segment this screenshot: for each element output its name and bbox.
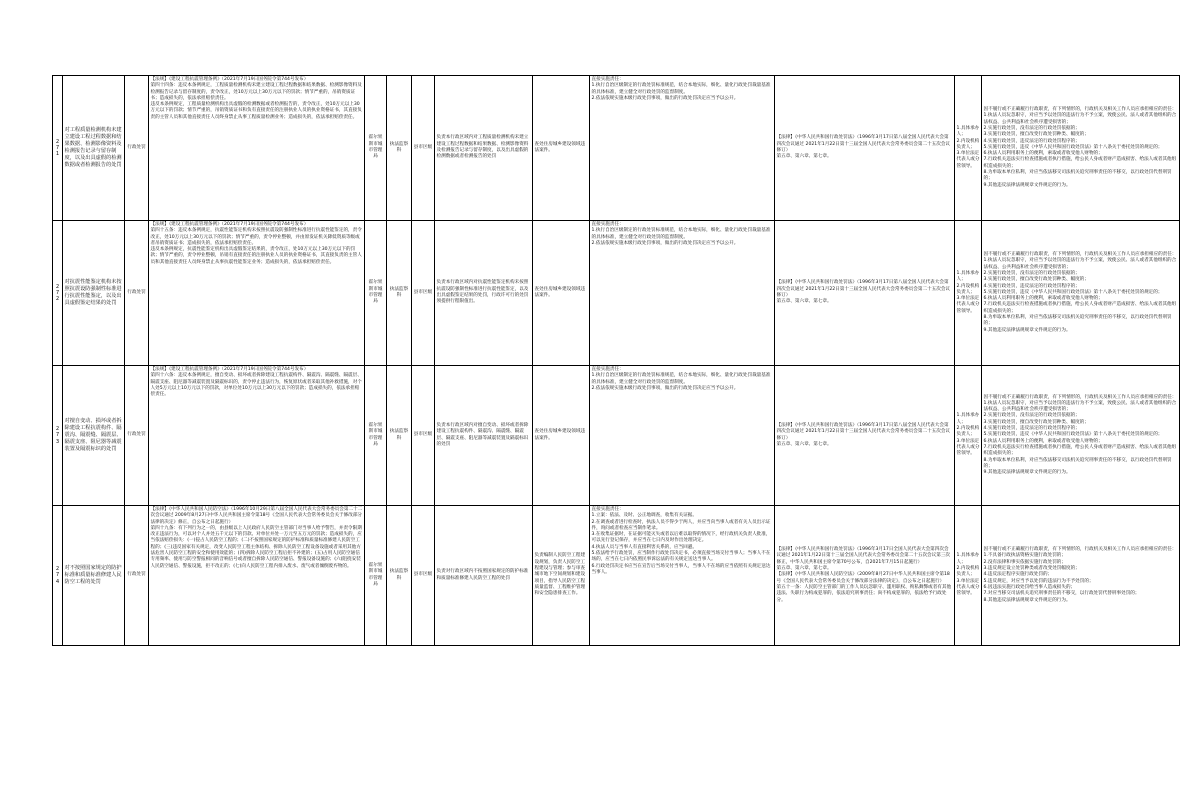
responsible-subject: 负责编制人民防空工程建设规划，负责人民防空工程建设与管理；参与审查城市地下空间规划和建设项目，指导人民防空工程质量监督、工程维护管理和安全隐患排查工作。	[533, 506, 590, 646]
item-type: 行政处罚	[125, 76, 149, 221]
item-name: 对擅自变动、损坏或者拆除建设工程抗震构件、隔震沟、隔震缝、隔震层、隔震支座、阻尼器等减震装置及隔震标识的处罚	[63, 366, 125, 506]
item-type: 行政处罚	[125, 366, 149, 506]
responsibility-table	[52, 75, 1180, 646]
accountability-basis: 【法律】《中华人民共和国行政处罚法》（1996年3月17日第八届全国人民代表大会第四次会议通过 2021年1月22日第十三届全国人民代表大会常务委员会第二十五次会议修订） 第五章、第六章、第七章。	[775, 76, 955, 221]
administrative-level: 县市区级	[412, 76, 435, 221]
item-type: 行政处罚	[125, 506, 149, 646]
responsible-persons: 1.具体承办人； 2.内设机构负责人； 3.单位法定代表人或分管领导。	[955, 366, 982, 506]
responsible-subject: 查处住房城乡建设领域违法案件。	[533, 366, 590, 506]
table-row	[53, 506, 1180, 646]
row-number: 272	[53, 221, 63, 366]
duty-content: 直接实施责任： 1.执行自治区级制定的行政处罚标准规范，结合本地实际，细化、量化行政处罚裁量基准的具体标准，建立健全对行政处罚的监督制度。 2.依法依规实施本级行政处罚事项，做出的行政处罚决定应当予以公开。	[590, 366, 775, 506]
accountability-basis: 【法律】《中华人民共和国行政处罚法》（1996年3月17日全国人民代表大会第四次会议通过 2021年1月22日第十三届全国人民代表大会常务委员会第二十五次会议第三次修正，中华人民共和国主席令第70号公布，自2021年7月15日起施行） 第五章、第六章、第七章。 【法律】《中华人民共和国人民防空法》（2009年8月27日中华人民共和国主席令第18号《全国人民代表大会常务委员会关于修改部分法律的决定》，自公布之日起施行） 第五十一条：人民防空主管部门的工作人员玩忽职守、滥用职权、徇私舞弊或者有其他违法、失职行为构成犯罪的，依法追究刑事责任；尚不构成犯罪的，依法给予行政处分。	[775, 506, 955, 646]
liability-situations: 因不履行或不正确履行行政职责，有下列情形的，行政机关及相关工作人员应承担相应的责任： 1.执法人员玩忽职守，对应当予以处罚的违法行为不予立案，致使公民、法人或者其他组织的合法权益、公共利益和社会秩序遭受损害的； 2.实施行政处罚，没有法定的行政处罚依据的； 3.实施行政处罚，擅自改变行政处罚种类、幅度的； 4.实施行政处罚，违反法定的行政处罚程序的； 5.实施行政处罚，违反《中华人民共和国行政处罚法》第十八条关于委托处罚的规定的； 6.执法人员利用职务上的便利，索取或者收受他人财物的； 7.行政机关违法实行检查措施或者执行措施，给公民人身或者财产造成损害、给法人或者其他组织造成损失的； 8.为牟取本单位私利，对应当依法移交司法机关追究刑事责任的不移交，以行政处罚代替刑罚的； 9.其他违反法律法规规章文件规定的行为。	[982, 221, 1180, 366]
implementing-department: 霍尔果斯市城市管理局	[365, 506, 387, 646]
implementing-department: 霍尔果斯市城市管理局	[365, 76, 387, 221]
scope-of-duty: 负责本行政区域内对工程质量检测机构未建立建设工程过程数据和结果数据、检测影像资料及检测报告记录与留存制度，以及出具虚假的检测数据或者检测报告的处罚	[435, 76, 533, 221]
responsible-persons: 1.具体承办人； 2.内设机构负责人； 3.单位法定代表人或分管领导。	[955, 221, 982, 366]
item-type: 行政处罚	[125, 221, 149, 366]
legal-basis: 【法律】《中华人民共和国人民防空法》（1996年10月29日第八届全国人民代表大会常务委员会第二十二次会议通过 2009年8月27日中华人民共和国主席令第18号《全国人民代表大会常务委员会关于修改部分法律的决定》修正，自公布之日起施行） 第四十九条：有下列行为之一的，由县级以上人民政府人民防空主管部门对当事人给予警告，并责令限期改正违法行为，可以对个人并处五千元以下的罚款、对单位并处一万元至五万元的罚款；造成损失的，应当依法赔偿损失：(一)侵占人民防空工程的；(二)不按照国家规定的防护标准和质量标准修建人民防空工程的；(三)违反国家有关规定，改变人民防空工程主体结构、拆除人民防空工程设备设施或者采用其他方法危害人民防空工程的安全和使用效能的；(四)拆除人民防空工程后拒不补建的；(五)占用人民防空通信专用频率、使用与防空警报相同的音响信号或者擅自拆除人民防空通信、警报设备设施的；(六)阻挠安装人民防空通信、警报设施，拒不改正的；(七)向人民防空工程内排入废水、废气或者倾倒废弃物的。	[149, 506, 365, 646]
liability-situations: 因不履行或不正确履行行政职责，有下列情形的，行政机关及相关工作人员应承担相应的责任： 1.执法人员玩忽职守，对应当予以处罚的违法行为不予立案，致使公民、法人或者其他组织的合法权益、公共利益和社会秩序遭受损害的； 2.实施行政处罚，没有法定的行政处罚依据的； 3.实施行政处罚，擅自改变行政处罚种类、幅度的； 4.实施行政处罚，违反法定的行政处罚程序的； 5.实施行政处罚，违反《中华人民共和国行政处罚法》第十八条关于委托处罚的规定的； 6.执法人员利用职务上的便利，索取或者收受他人财物的； 7.行政机关违法实行检查措施或者执行措施，给公民人身或者财产造成损害、给法人或者其他组织造成损失的； 8.为牟取本单位私利，对应当依法移交司法机关追究刑事责任的不移交，以行政处罚代替刑罚的； 9.其他违反法律法规规章文件规定的行为。	[982, 76, 1180, 221]
responsible-section: 执法监察科	[387, 506, 412, 646]
table-row	[53, 76, 1180, 221]
row-number: 274	[53, 506, 63, 646]
row-number: 273	[53, 366, 63, 506]
responsible-section: 执法监察科	[387, 221, 412, 366]
item-name: 对抗震性能鉴定机构未按照抗震设防强制性标准进行抗震性能鉴定，以及出具虚假鉴定结果的处罚	[63, 221, 125, 366]
responsible-section: 执法监察科	[387, 76, 412, 221]
duty-content: 直接实施责任： 1.立案：依法、及时、公正地调查，收集有关证据。 2.在调查或者进行检查时，执法人员不得少于两人，并应当向当事人或者有关人员出示证件，询问或者检查应当制作笔录。 3.在收集证据时，在证据可能灭失或者以后难以取得的情况下，经行政机关负责人批准，可以先行登记保存，并应当在七日内及时作出处理决定。 4.执法人员与当事人有直接利害关系的，应当回避。 5.依法给予行政处罚，应当制作行政处罚决定书，必须直接当场交付当事人；当事人不在场的，应当在七日内依照民事诉讼法的有关规定送达当事人。 6.行政处罚决定书应当在宣告后当场交付当事人，当事人不在场的应当依照有关规定送达当事人。	[590, 506, 775, 646]
row-number: 271	[53, 76, 63, 221]
responsible-persons: 1.具体承办人； 2.内设机构负责人； 3.单位法定代表人或分管领导。	[955, 506, 982, 646]
table-row	[53, 366, 1180, 506]
administrative-level: 县市区级	[412, 366, 435, 506]
legal-basis: 【法规】《建设工程抗震管理条例》（2021年7月19日国务院令第744号发布） 第四十六条：违反本条例规定，擅自变动、损坏或者拆除建设工程抗震构件、隔震沟、隔震缝、隔震层、隔震支座、阻尼器等减震装置及隔震标识的，责令停止违法行为，恢复原状或者采取其他补救措施，对个人处5万元以上10万元以下的罚款，对单位处10万元以上30万元以下的罚款；造成损失的，依法承担赔偿责任。	[149, 366, 365, 506]
scope-of-duty: 负责本行政区域内对擅自变动、损坏或者拆除建设工程抗震构件、隔震沟、隔震缝、隔震层、隔震支座、阻尼器等减震装置及隔震标识的处罚	[435, 366, 533, 506]
duty-content: 直接实施责任： 1.执行自治区级制定的行政处罚标准规范，结合本地实际，细化、量化行政处罚裁量基准的具体标准，建立健全对行政处罚的监督制度。 2.依法依规实施本级行政处罚事项，做出的行政处罚决定应当予以公开。	[590, 76, 775, 221]
responsible-subject: 查处住房城乡建设领域违法案件。	[533, 76, 590, 221]
legal-basis: 【法规】《建设工程抗震管理条例》（2021年7月19日国务院令第744号发布） 第四十四条：违反本条例规定，工程质量检测机构未建立建设工程过程数据和结果数据、检测影像资料及检测报告记录与留存制度的，责令改正，处10万元以上30万元以下的罚款；情节严重的，吊销资质证书；造成损失的，依法承担赔偿责任。 违反本条例规定，工程质量检测机构出具虚假的检测数据或者检测报告的，责令改正，处10万元以上30万元以下的罚款；情节严重的，吊销资质证书和负有直接责任的注册执业人员的执业资格证书，其直接负责的主管人员和其他直接责任人员终身禁止从事工程质量检测业务；造成损失的，依法承担赔偿责任。	[149, 76, 365, 221]
liability-situations: 因不履行或不正确履行行政职责，有下列情形的，行政机关及相关工作人员应承担相应的责任： 1.不具备行政执法资格实施行政处罚的； 2.没有法律和事实依据实施行政处罚的； 3.违反规定设立处罚种类或者改变处罚幅度的； 4.违反法定程序实施行政处罚的； 5.违反规定，对应当予以处罚的违法行为不予处罚的； 6.因违法实施行政处罚给当事人造成损失的； 7.对应当移交司法机关追究刑事责任的不移交，以行政处罚代替刑事处罚的； 8.其他违反法律法规规章文件规定的行为。	[982, 506, 1180, 646]
responsible-persons: 1.具体承办人； 2.内设机构负责人； 3.单位法定代表人或分管领导。	[955, 76, 982, 221]
item-name: 对工程质量检测机构未建立建设工程过程数据和结果数据、检测影像资料及检测报告记录与留存制度，以及出具虚假的检测数据或者检测报告的处罚	[63, 76, 125, 221]
legal-basis: 【法规】《建设工程抗震管理条例》（2021年7月19日国务院令第744号发布） 第四十五条：违反本条例规定，抗震性能鉴定机构未按照抗震设防强制性标准进行抗震性能鉴定的，责令改正，处10万元以上30万元以下的罚款；情节严重的，责令停业整顿，并由原发证机关降低资质等级或者吊销资质证书；造成损失的，依法承担赔偿责任。 违反本条例规定，抗震性能鉴定机构出具虚假鉴定结果的，责令改正，处10万元以上30万元以下的罚款；情节严重的，责令停业整顿，吊销有直接责任的注册执业人员的执业资格证书，其直接负责的主管人员和其他直接责任人员终身禁止从事抗震性能鉴定业务；造成损失的，依法承担赔偿责任。	[149, 221, 365, 366]
responsible-subject: 查处住房城乡建设领域违法案件。	[533, 221, 590, 366]
item-name: 对不按照国家规定的防护标准和质量标准修建人民防空工程的处罚	[63, 506, 125, 646]
scope-of-duty: 负责对行政区域内不按照国家规定的防护标准和质量标准修建人民防空工程的处罚	[435, 506, 533, 646]
implementing-department: 霍尔果斯市城市管理局	[365, 366, 387, 506]
administrative-level: 县市区级	[412, 221, 435, 366]
scope-of-duty: 负责本行政区域内对抗震性能鉴定机构未按照抗震设防强制性标准进行抗震性能鉴定，以及出具虚假鉴定结果的处罚，行政许可行的处罚须提供行程限值出。	[435, 221, 533, 366]
responsible-section: 执法监察科	[387, 366, 412, 506]
implementing-department: 霍尔果斯市城市管理局	[365, 221, 387, 366]
administrative-level: 县市区级	[412, 506, 435, 646]
table-row	[53, 221, 1180, 366]
duty-content: 直接实施责任： 1.执行自治区级制定的行政处罚标准规范，结合本地实际，细化、量化行政处罚裁量基准的具体标准，建立健全对行政处罚的监督制度。 2.依法依规实施本级行政处罚事项，做出的行政处罚决定应当予以公开。	[590, 221, 775, 366]
liability-situations: 因不履行或不正确履行行政职责，有下列情形的，行政机关及相关工作人员应承担相应的责任： 1.执法人员玩忽职守，对应当予以处罚的违法行为不予立案，致使公民、法人或者其他组织的合法权益、公共利益和社会秩序遭受损害的； 2.实施行政处罚，没有法定的行政处罚依据的； 3.实施行政处罚，擅自改变行政处罚种类、幅度的； 4.实施行政处罚，违反法定的行政处罚程序的； 5.实施行政处罚，违反《中华人民共和国行政处罚法》第十八条关于委托处罚的规定的； 6.执法人员利用职务上的便利，索取或者收受他人财物的； 7.行政机关违法实行检查措施或者执行措施，给公民人身或者财产造成损害、给法人或者其他组织造成损失的； 8.为牟取本单位私利，对应当依法移交司法机关追究刑事责任的不移交，以行政处罚代替刑罚的； 9.其他违反法律法规规章文件规定的行为。	[982, 366, 1180, 506]
responsibility-table-page	[52, 75, 1177, 646]
accountability-basis: 【法律】《中华人民共和国行政处罚法》（1996年3月17日第八届全国人民代表大会第四次会议通过 2021年1月22日第十三届全国人民代表大会常务委员会第二十五次会议修订） 第五章、第六章、第七章。	[775, 221, 955, 366]
accountability-basis: 【法律】《中华人民共和国行政处罚法》（1996年3月17日第八届全国人民代表大会第四次会议通过 2021年1月22日第十三届全国人民代表大会常务委员会第二十五次会议修订） 第五章、第六章、第七章。	[775, 366, 955, 506]
